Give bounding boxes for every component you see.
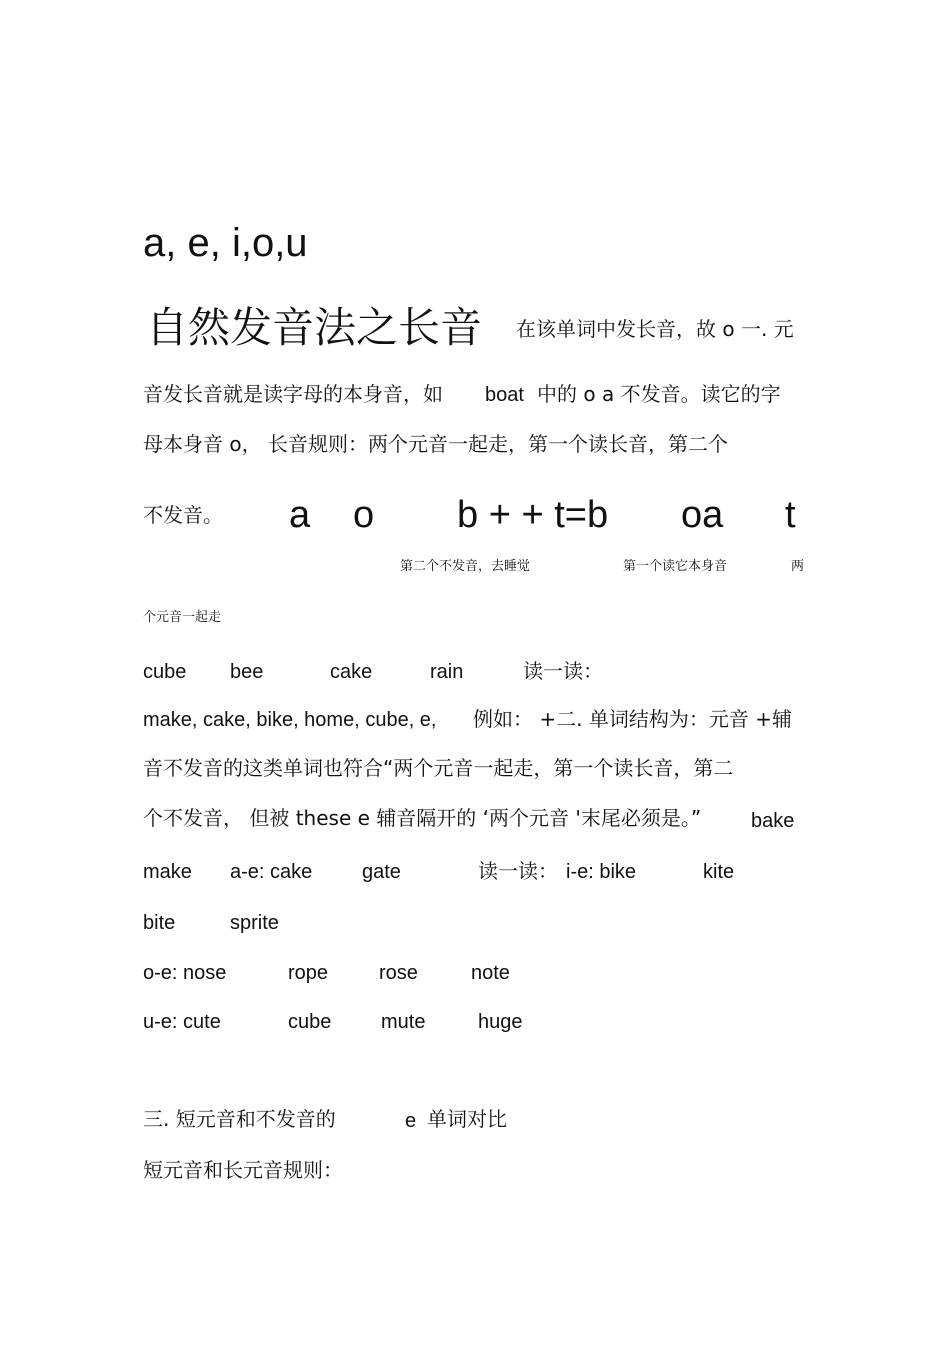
word-u-e-cute: u-e: cute xyxy=(143,1011,221,1033)
heading-tail-text: 在该单词中发长音，故 o 一. 元 xyxy=(516,317,794,341)
word-bee: bee xyxy=(230,661,264,683)
diagram-oa: oa xyxy=(681,494,724,536)
para2-line3: 个不发音， 但被 these e 辅音隔开的 ‘两个元音 '末尾必须是。” xyxy=(143,806,702,830)
para1-line2: 母本身音 o， 长音规则：两个元音一起走，第一个读长音，第二个 xyxy=(143,432,728,456)
para2-word-bake: bake xyxy=(751,810,795,832)
word-make: make xyxy=(143,861,192,883)
section3-heading-rest: 单词对比 xyxy=(427,1107,507,1131)
title-vowels: a, e, i,o,u xyxy=(143,221,308,265)
word-cube-2: cube xyxy=(288,1011,332,1033)
word-kite: kite xyxy=(703,861,735,883)
diagram-letter-t: t xyxy=(785,494,796,536)
word-cube: cube xyxy=(143,661,187,683)
diagram-b-plus-t: b + + t=b xyxy=(457,494,609,536)
word-gate: gate xyxy=(362,861,401,883)
note-first-reads: 第一个读它本身音 xyxy=(623,559,728,574)
para1-word-boat: boat xyxy=(485,384,524,406)
para2-line2: 音不发音的这类单词也符合“两个元音一起走，第一个读长音，第二 xyxy=(143,756,734,780)
word-o-e-nose: o-e: nose xyxy=(143,962,227,984)
para1-line3: 不发音。 xyxy=(143,503,223,527)
word-a-e-cake: a-e: cake xyxy=(230,861,313,883)
word-mute: mute xyxy=(381,1011,426,1033)
word-note: note xyxy=(471,962,510,984)
word-bite: bite xyxy=(143,912,176,934)
word-sprite: sprite xyxy=(230,912,279,934)
word-rose: rose xyxy=(379,962,418,984)
note-two-vowels-walk: 个元音一起走 xyxy=(143,610,222,625)
read-along-label: 读一读： xyxy=(523,659,603,683)
section3-letter-e: e xyxy=(405,1110,417,1132)
word-i-e-bike: i-e: bike xyxy=(566,861,637,883)
heading-long-vowels: 自然发音法之长音 xyxy=(146,303,483,352)
note-second-silent: 第二个不发音，去睡觉 xyxy=(400,559,531,574)
rules-heading: 短元音和长元音规则： xyxy=(143,1158,343,1182)
para1-line1: 音发长音就是读字母的本身音，如 xyxy=(143,382,443,406)
para1-line1-rest: 中的 o a 不发音。读它的字 xyxy=(537,382,781,406)
diagram-letter-o: o xyxy=(353,494,375,536)
para2-line1-rest: 例如： +二. 单词结构为：元音 +辅 xyxy=(473,707,792,731)
word-rope: rope xyxy=(288,962,329,984)
note-two: 两 xyxy=(791,559,805,574)
read-along-label-2: 读一读： xyxy=(478,859,558,883)
section3-heading: 三. 短元音和不发音的 xyxy=(143,1107,336,1131)
word-huge: huge xyxy=(478,1011,523,1033)
diagram-letter-a: a xyxy=(289,494,311,536)
para2-word-list: make, cake, bike, home, cube, e, xyxy=(143,709,437,731)
word-rain: rain xyxy=(430,661,464,683)
word-cake: cake xyxy=(330,661,373,683)
